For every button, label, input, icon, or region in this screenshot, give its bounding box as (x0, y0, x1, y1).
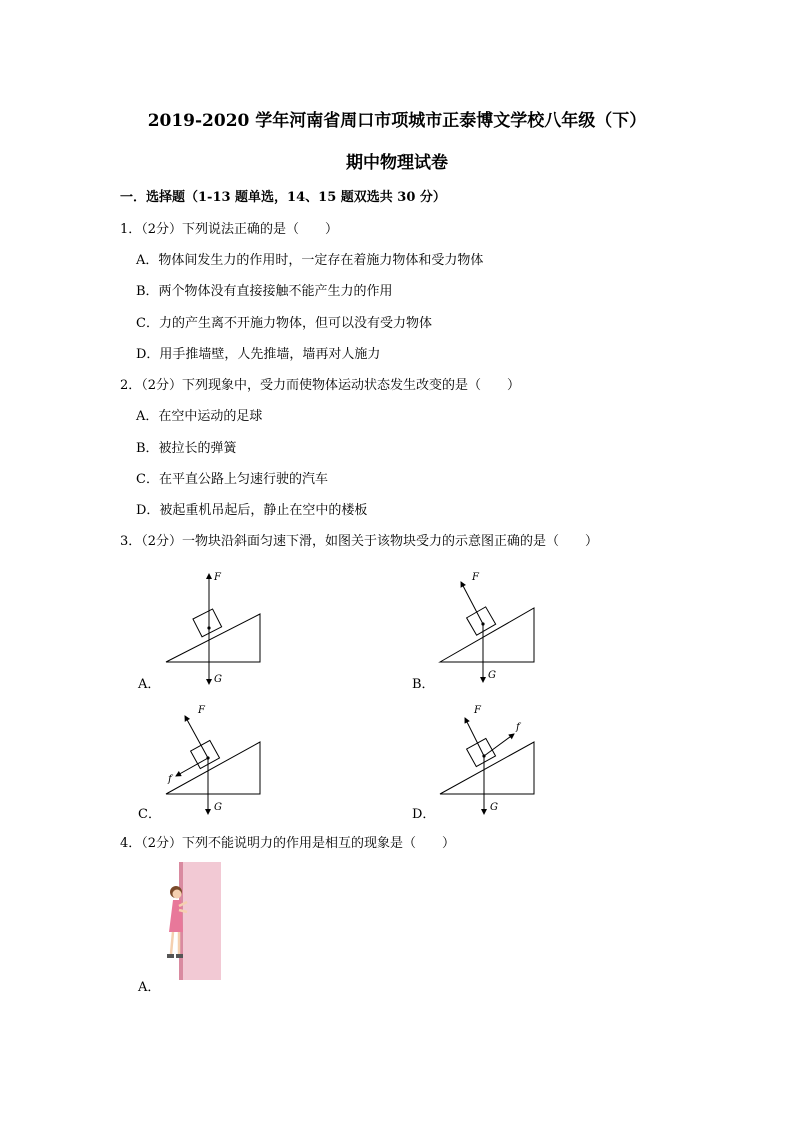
girl-pushing-wall-image (165, 862, 221, 982)
question-1-option-b: B．两个物体没有直接接触不能产生力的作用 (136, 284, 393, 299)
exam-title-line2: 期中物理试卷 (346, 153, 448, 173)
question-3-figure-b-label: B． (412, 677, 435, 692)
question-1-option-c: C．力的产生离不开施力物体，但可以没有受力物体 (136, 316, 432, 331)
normal-force-label: F (214, 572, 221, 583)
question-1-option-a: A．物体间发生力的作用时，一定存在着施力物体和受力物体 (136, 253, 484, 268)
question-2-option-a: A．在空中运动的足球 (136, 409, 263, 424)
gravity-label: G (490, 802, 498, 813)
question-3-figure-d-label: D． (412, 807, 436, 822)
question-3-figure-b (434, 568, 554, 688)
gravity-label: G (214, 802, 222, 813)
question-3-figure-c (160, 700, 280, 820)
question-3-stem: 3．（2分）一物块沿斜面匀速下滑，如图关于该物块受力的示意图正确的是（ ） (120, 534, 599, 549)
gravity-label: G (214, 674, 222, 685)
normal-force-label: F (198, 705, 205, 716)
friction-label: f (168, 774, 172, 785)
normal-force-label: F (472, 572, 479, 583)
question-3-figure-c-label: C． (138, 807, 161, 822)
gravity-label: G (488, 670, 496, 681)
exam-title-line1: 2019-2020 学年河南省周口市项城市正泰博文学校八年级（下） (147, 111, 647, 131)
section-heading: 一．选择题（1-13 题单选，14、15 题双选共 30 分） (120, 190, 446, 205)
normal-force-label: F (474, 705, 481, 716)
question-3-figure-a-label: A． (138, 677, 161, 692)
wall (179, 862, 221, 980)
question-2-stem: 2．（2分）下列现象中，受力而使物体运动状态发生改变的是（ ） (120, 378, 521, 393)
question-1-option-d: D．用手推墙壁，人先推墙，墙再对人施力 (136, 347, 381, 362)
question-2-option-c: C．在平直公路上匀速行驶的汽车 (136, 472, 328, 487)
question-4-figure-a-label: A． (138, 980, 161, 995)
question-3-figure-d (434, 700, 554, 820)
question-2-option-d: D．被起重机吊起后，静止在空中的楼板 (136, 503, 368, 518)
question-1-stem: 1．（2分）下列说法正确的是（ ） (120, 222, 339, 237)
friction-label: f (516, 722, 520, 733)
block (193, 609, 222, 637)
question-4-stem: 4．（2分）下列不能说明力的作用是相互的现象是（ ） (120, 836, 456, 851)
question-2-option-b: B．被拉长的弹簧 (136, 441, 237, 456)
question-3-figure-a (160, 568, 280, 688)
